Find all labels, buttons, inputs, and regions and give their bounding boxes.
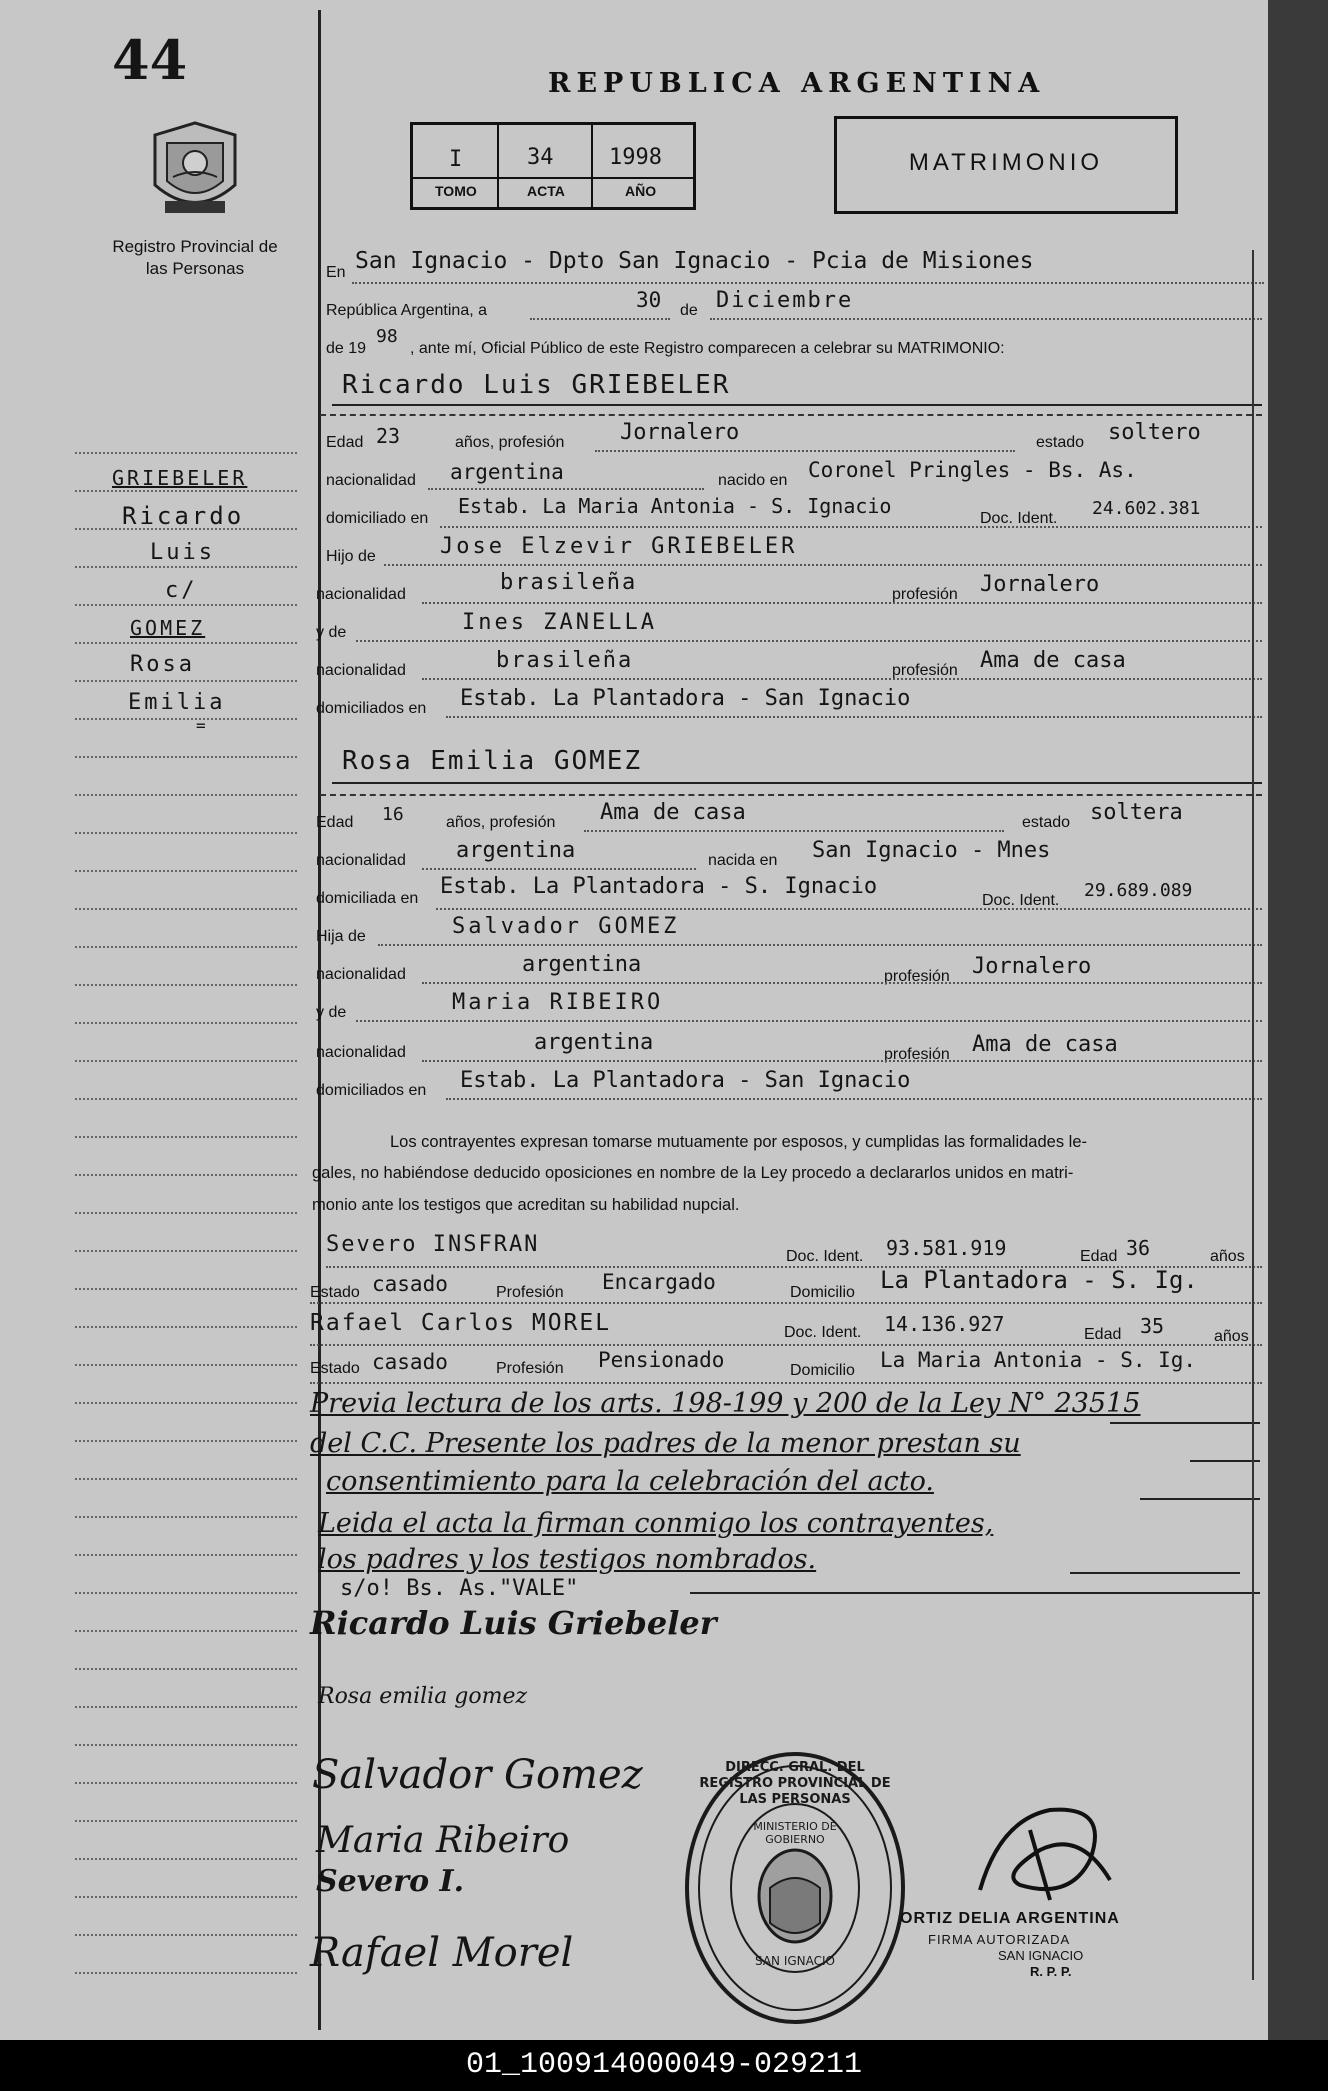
bride-mother: Maria RIBEIRO [452, 990, 664, 1015]
country-title: REPUBLICA ARGENTINA [548, 68, 1046, 99]
bride-age-label: Edad [316, 814, 354, 831]
groom-parents-dom-line [446, 716, 1262, 718]
groom-mother-profession: Ama de casa [980, 648, 1126, 673]
day-line [530, 318, 670, 320]
bride-hija-label: Hija de [316, 928, 366, 945]
scan-id: 01_100914000049-029211 [465, 2048, 863, 2082]
en-label: En [326, 264, 346, 281]
official-signature-icon [960, 1790, 1130, 1910]
bride-age: 16 [382, 804, 404, 825]
groom-father-nationality: brasileña [500, 570, 638, 595]
witness-2-doc-label: Doc. Ident. [784, 1324, 862, 1341]
bride-mother-line [356, 1020, 1262, 1022]
ano-value: 1998 [609, 145, 662, 170]
groom-signature: Ricardo Luis Griebeler [310, 1604, 717, 1642]
groom-nac-label: nacionalidad [326, 472, 416, 489]
declaration-line-3: monio ante los testigos que acreditan su habilidad nupcial. [312, 1196, 740, 1214]
acta-label: ACTA [527, 183, 565, 199]
groom-profession: Jornalero [620, 420, 740, 445]
groom-father-line [384, 564, 1262, 566]
margin-annotation-4: c/ [165, 578, 198, 603]
groom-father-profession: Jornalero [980, 572, 1100, 597]
scan-edge [1268, 0, 1328, 2040]
bride-father-nac-line [422, 982, 1262, 984]
witness-2-age: 35 [1140, 1314, 1165, 1338]
groom-mother-line [356, 640, 1262, 642]
bride-nac-label: nacionalidad [316, 852, 406, 869]
witness-1-dom-label: Domicilio [790, 1284, 855, 1301]
document-type: MATRIMONIO [908, 149, 1104, 176]
bride-mother-nac-label: nacionalidad [316, 1044, 406, 1061]
groom-estado-label: estado [1036, 434, 1085, 451]
stamp-ring-text: DIRECC. GRAL. DEL REGISTRO PROVINCIAL DE LAS PERSONAS [699, 1760, 891, 1807]
bride-father-line [378, 944, 1262, 946]
bride-father-nationality: argentina [522, 952, 642, 977]
right-border [1252, 250, 1254, 1980]
bride-mother-profession: Ama de casa [972, 1032, 1118, 1057]
margin-annotation-7: Emilia [128, 690, 226, 715]
witness-2-name: Rafael Carlos MOREL [310, 1310, 612, 1336]
witness-1-anos-label: años [1210, 1248, 1245, 1265]
groom-age-label: Edad [326, 434, 364, 451]
bride-father: Salvador GOMEZ [452, 914, 680, 939]
bride-dom-line [436, 908, 1262, 910]
witness-2-line-2 [310, 1382, 1262, 1384]
margin-annotation-1: GRIEBELER [112, 466, 248, 490]
stamp-bottom-text: SAN IGNACIO [754, 1954, 835, 1968]
groom-age: 23 [376, 424, 401, 448]
republica-label: República Argentina, a [326, 302, 487, 319]
groom-doc: 24.602.381 [1092, 498, 1201, 519]
groom-father-nac-line [422, 602, 1262, 604]
bride-prof-line [584, 830, 1004, 832]
groom-hijo-label: Hijo de [326, 548, 376, 565]
groom-dom-line [440, 526, 1262, 528]
note-line-3: consentimiento para la celebración del acto. [326, 1466, 934, 1497]
bride-doc: 29.689.089 [1084, 880, 1193, 901]
folio-number: 44 [112, 28, 188, 92]
registry-name: Registro Provincial de las Personas [112, 237, 278, 278]
witness-2-estado-label: Estado [310, 1360, 360, 1377]
bride-name: Rosa Emilia GOMEZ [342, 746, 643, 776]
bride-dom-label: domiciliada en [316, 890, 419, 907]
bride-estado: soltera [1090, 800, 1183, 825]
bride-father-prof-label: profesión [884, 968, 950, 985]
groom-father: Jose Elzevir GRIEBELER [440, 534, 798, 559]
bride-nationality: argentina [456, 838, 576, 863]
bride-parents-dom-line [446, 1098, 1262, 1100]
groom-nationality: argentina [450, 460, 564, 484]
witness-2-dom-label: Domicilio [790, 1362, 855, 1379]
ano-label: AÑO [625, 183, 657, 199]
witness-2-anos-label: años [1214, 1328, 1249, 1345]
bride-doc-label: Doc. Ident. [982, 892, 1060, 909]
day-value: 30 [636, 288, 662, 312]
bride-parents-address: Estab. La Plantadora - San Ignacio [460, 1068, 911, 1093]
groom-mother-prof-label: profesión [892, 662, 958, 679]
groom-doc-label: Doc. Ident. [980, 510, 1058, 527]
witness-1-estado-label: Estado [310, 1284, 360, 1301]
groom-father-nac-label: nacionalidad [316, 586, 406, 603]
groom-parents-dom-label: domiciliados en [316, 700, 427, 717]
groom-address: Estab. La Maria Antonia - S. Ignacio [458, 494, 892, 518]
groom-name: Ricardo Luis GRIEBELER [342, 370, 731, 400]
witness-2-line [310, 1344, 1262, 1346]
declaration-line-1: Los contrayentes expresan tomarse mutuamente por esposos, y cumplidas las formalidades le- [390, 1133, 1088, 1151]
witness-1-prof-label: Profesión [496, 1284, 564, 1301]
witness-1-line-2 [310, 1302, 1262, 1304]
scan-id-bar [0, 2040, 1328, 2091]
margin-annotation-8: = [196, 716, 209, 735]
place-line [352, 282, 1264, 284]
bride-yde-label: y de [316, 1004, 347, 1021]
tomo-acta-box [410, 122, 696, 210]
witness-2-prof-label: Profesión [496, 1360, 564, 1377]
groom-father-prof-label: profesión [892, 586, 958, 603]
bride-nac-line [422, 868, 696, 870]
note-line-1: Previa lectura de los arts. 198-199 y 200 de la Ley N° 23515 [310, 1388, 1141, 1419]
groom-parents-address: Estab. La Plantadora - San Ignacio [460, 686, 911, 711]
margin-annotation-3: Luis [150, 540, 215, 565]
bride-mother-nationality: argentina [534, 1030, 654, 1055]
witness-2-address: La Maria Antonia - S. Ig. [880, 1348, 1197, 1372]
tomo-label: TOMO [435, 183, 477, 199]
place-value: San Ignacio - Dpto San Ignacio - Pcia de Misiones [355, 248, 1034, 274]
witness-1-doc-label: Doc. Ident. [786, 1248, 864, 1265]
groom-nacido-label: nacido en [718, 472, 788, 489]
bride-address: Estab. La Plantadora - S. Ignacio [440, 874, 878, 899]
groom-mother-nac-label: nacionalidad [316, 662, 406, 679]
bride-mother-prof-label: profesión [884, 1046, 950, 1063]
father-signature: Salvador Gomez [312, 1752, 643, 1798]
official-title: FIRMA AUTORIZADA [928, 1932, 1071, 1947]
groom-dom-label: domiciliado en [326, 510, 429, 527]
province-seal-icon [145, 115, 245, 225]
witness-1-doc: 93.581.919 [886, 1236, 1007, 1260]
stamp-inner-text: MINISTERIO DE GOBIERNO [753, 1820, 837, 1846]
acta-value: 34 [527, 145, 554, 170]
bride-section-top [320, 794, 1262, 796]
document-type-box [834, 116, 1178, 214]
bride-nacida-label: nacida en [708, 852, 778, 869]
note-line-4: Leida el acta la firman conmigo los contrayentes, [318, 1508, 994, 1539]
margin-annotation-5: GOMEZ [130, 616, 206, 640]
groom-mother-nac-line [422, 678, 1262, 680]
tomo-value: I [449, 147, 463, 172]
note-line-6: s/o! Bs. As."VALE" [340, 1576, 579, 1601]
groom-yde-label: y de [316, 624, 347, 641]
bride-signature: Rosa emilia gomez [318, 1684, 528, 1709]
groom-name-line [332, 404, 1262, 406]
official-office: SAN IGNACIO [998, 1948, 1084, 1963]
official-rpp: R. P. P. [1030, 1964, 1072, 1979]
witness-1-estado: casado [372, 1272, 448, 1296]
de-label: de [680, 302, 698, 319]
witness-1-name: Severo INSFRAN [326, 1232, 540, 1257]
witness-1-age: 36 [1126, 1236, 1151, 1260]
ante-text: , ante mí, Oficial Público de este Registro comparecen a celebrar su MATRIMONIO: [410, 340, 1005, 357]
bride-anos-prof-label: años, profesión [446, 814, 556, 831]
groom-estado: soltero [1108, 420, 1201, 445]
margin-annotation-6: Rosa [130, 652, 195, 677]
bride-profession: Ama de casa [600, 800, 746, 825]
witness-2-profession: Pensionado [598, 1348, 725, 1372]
bride-parents-dom-label: domiciliados en [316, 1082, 427, 1099]
note-line-2: del C.C. Presente los padres de la menor prestan su [310, 1428, 1021, 1459]
witness-1-profession: Encargado [602, 1270, 716, 1294]
witness-1-address: La Plantadora - S. Ig. [880, 1266, 1198, 1294]
bride-birthplace: San Ignacio - Mnes [812, 838, 1051, 863]
witness-1-signature: Severo I. [316, 1864, 465, 1899]
groom-mother: Ines ZANELLA [462, 610, 657, 635]
witness-1-age-label: Edad [1080, 1248, 1118, 1265]
margin-annotation-2: Ricardo [122, 502, 245, 530]
groom-anos-prof-label: años, profesión [455, 434, 565, 451]
declaration-line-2: gales, no habiéndose deducido oposiciones en nombre de la Ley procedo a declararlos unidos en matri- [312, 1164, 1074, 1182]
witness-2-doc: 14.136.927 [884, 1312, 1005, 1336]
mother-signature: Maria Ribeiro [316, 1820, 570, 1861]
bride-estado-label: estado [1022, 814, 1071, 831]
de19-label: de 19 [326, 340, 367, 357]
witness-2-age-label: Edad [1084, 1326, 1122, 1343]
month-value: Diciembre [716, 288, 854, 313]
bride-father-profession: Jornalero [972, 954, 1092, 979]
year-value: 98 [376, 326, 398, 347]
groom-nac-line [428, 488, 704, 490]
bride-name-line [332, 782, 1262, 784]
month-line [710, 318, 1262, 320]
groom-birthplace: Coronel Pringles - Bs. As. [808, 458, 1137, 482]
witness-2-signature: Rafael Morel [310, 1930, 574, 1976]
official-name: ORTIZ DELIA ARGENTINA [900, 1910, 1120, 1927]
bride-father-nac-label: nacionalidad [316, 966, 406, 983]
groom-mother-nationality: brasileña [496, 648, 634, 673]
bride-mother-nac-line [422, 1060, 1262, 1062]
witness-2-estado: casado [372, 1350, 448, 1374]
groom-section-top [320, 414, 1262, 416]
groom-prof-line [595, 450, 1015, 452]
note-line-5: los padres y los testigos nombrados. [318, 1544, 817, 1575]
